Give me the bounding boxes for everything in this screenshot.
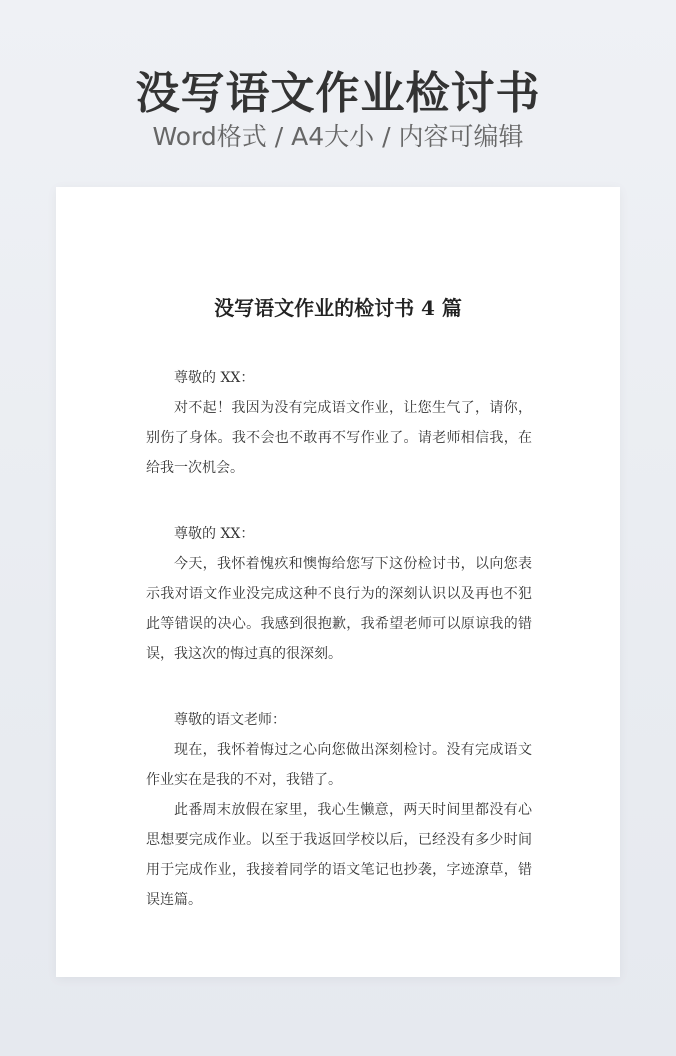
banner-subtitle: Word格式 / A4大小 / 内容可编辑 bbox=[152, 122, 524, 151]
letter-salutation: 尊敬的 XX： bbox=[174, 526, 255, 542]
document-title: 没写语文作业的检讨书 4 篇 bbox=[214, 296, 462, 320]
letter-paragraph: 对不起！我因为没有完成语文作业，让您生气了，请你，别伤了身体。我不会也不敢再不写作业了。请老师相信我，在给我一次机会。 bbox=[146, 400, 532, 476]
letter-paragraph: 此番周末放假在家里，我心生懒意，两天时间里都没有心思想要完成作业。以至于我返回学校以后，已经没有多少时间用于完成作业，我接着同学的语文笔记也抄袭，字迹潦草，错误连篇。 bbox=[146, 802, 532, 908]
letter-2 bbox=[146, 519, 532, 669]
letter-salutation: 尊敬的语文老师： bbox=[174, 712, 286, 728]
letter-paragraph: 今天，我怀着愧疚和懊悔给您写下这份检讨书，以向您表示我对语文作业没完成这种不良行为的深刻认识以及再也不犯此等错误的决心。我感到很抱歉，我希望老师可以原谅我的错误，我这次的悔过真的很深刻。 bbox=[146, 556, 532, 662]
document-body bbox=[146, 363, 532, 951]
letter-salutation: 尊敬的 XX： bbox=[174, 370, 255, 386]
banner-title: 没写语文作业检讨书 bbox=[135, 68, 541, 119]
letter-1 bbox=[146, 363, 532, 483]
letter-3 bbox=[146, 705, 532, 915]
letter-paragraph: 现在，我怀着悔过之心向您做出深刻检讨。没有完成语文作业实在是我的不对，我错了。 bbox=[146, 742, 532, 788]
